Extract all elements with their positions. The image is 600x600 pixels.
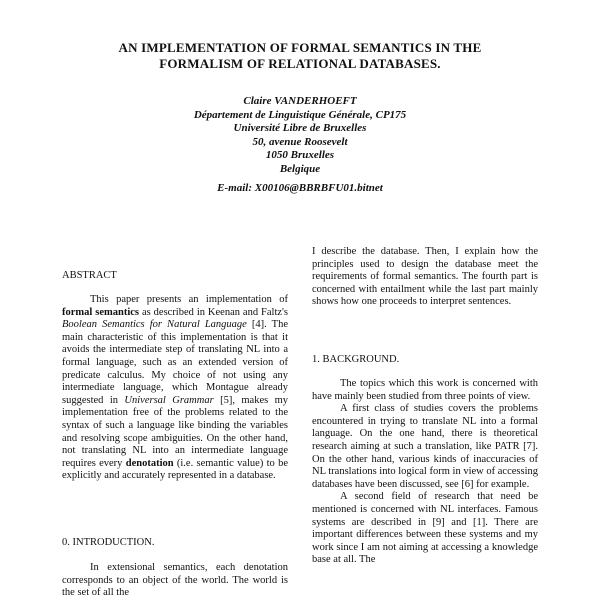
author-email — [100, 182, 500, 194]
abstract-text-6: (i.e. semantic value) to be explicitly and accurately represented in a database. — [62, 457, 289, 482]
author-country: Belgique — [279, 162, 321, 175]
background-body — [312, 378, 538, 567]
abstract-paragraph — [62, 294, 288, 483]
title-line-1: AN IMPLEMENTATION OF FORMAL SEMANTICS IN THE — [118, 40, 482, 55]
background-paragraph-1: The topics which this work is concerned with have mainly been studied from three points of view. — [312, 378, 538, 402]
abstract-book-title: Boolean Semantics for Natural Language — [62, 319, 247, 331]
right-column-top — [312, 246, 538, 309]
abstract-heading: ABSTRACT — [62, 270, 117, 281]
author-university: Université Libre de Bruxelles — [233, 122, 367, 134]
introduction-heading: 0. INTRODUCTION. — [62, 537, 155, 548]
author-department: Département de Linguistique Générale, CP175 — [193, 108, 407, 121]
email-address: X00106@BBRBFU01.bitnet — [254, 182, 383, 194]
author-name: Claire VANDERHOEFT — [243, 95, 357, 107]
introduction-paragraph: In extensional semantics, each denotation corresponds to an object of the world. The world is the set of all the — [62, 562, 288, 599]
title-line-2: FORMALISM OF RELATIONAL DATABASES. — [159, 56, 441, 71]
abstract-text-1: This paper presents an implementation — [90, 294, 272, 305]
email-label: E-mail: — [217, 182, 253, 194]
abstract-universal-grammar: Universal Grammar — [124, 394, 214, 406]
abstract-text-3: as described in Keenan and Faltz's — [141, 306, 289, 318]
abstract-term-denotation: denotation — [125, 457, 174, 469]
author-block — [100, 95, 500, 176]
author-city: 1050 Bruxelles — [265, 149, 335, 161]
outline-paragraph: I describe the database. Then, I explain how the principles used to design the database meet the requirements of formal semantics. The fourth part is concerned with entailment while the last part mainly shows how one proceeds to interpret sentences. — [312, 246, 538, 308]
abstract-text-5: [5], makes my implementation free of the problems related to the syntax of such a language like binding the variables and resolving scope ambiguities. On the other hand, not translating NL into an intermediate language requires every — [62, 394, 289, 469]
introduction-body — [62, 562, 288, 600]
abstract-text-2: of — [279, 294, 288, 305]
abstract-term-formal-semantics: formal semantics — [62, 306, 140, 318]
abstract-body — [62, 294, 288, 483]
author-street: 50, avenue Roosevelt — [252, 135, 348, 148]
abstract-text-4: [4]. The main characteristic of this implementation is that it avoids the intermediate step of translating NL into a formal language, such as an extended version of predicate calculus. My choice of not using any intermediate language, which Montague already suggested in — [62, 319, 289, 406]
background-paragraph-2: A first class of studies covers the problems encountered in trying to translate NL into a formal language. On the one hand, there is theoretical research aiming at such a translation, like PATR [7]. On the other hand, various kinds of inaccuracies of NL translations into logical form in view of accessing databases have been discussed, see [6] for example. — [312, 403, 538, 490]
background-paragraph-3: A second field of research that need be mentioned is concerned with NL interfaces. Famous systems are described in [9] and [1]. There are important differences between these systems and my work since I am not aiming at accessing a knowledge base at all. The — [312, 491, 538, 566]
paper-title — [60, 40, 540, 72]
background-heading: 1. BACKGROUND. — [312, 354, 400, 365]
